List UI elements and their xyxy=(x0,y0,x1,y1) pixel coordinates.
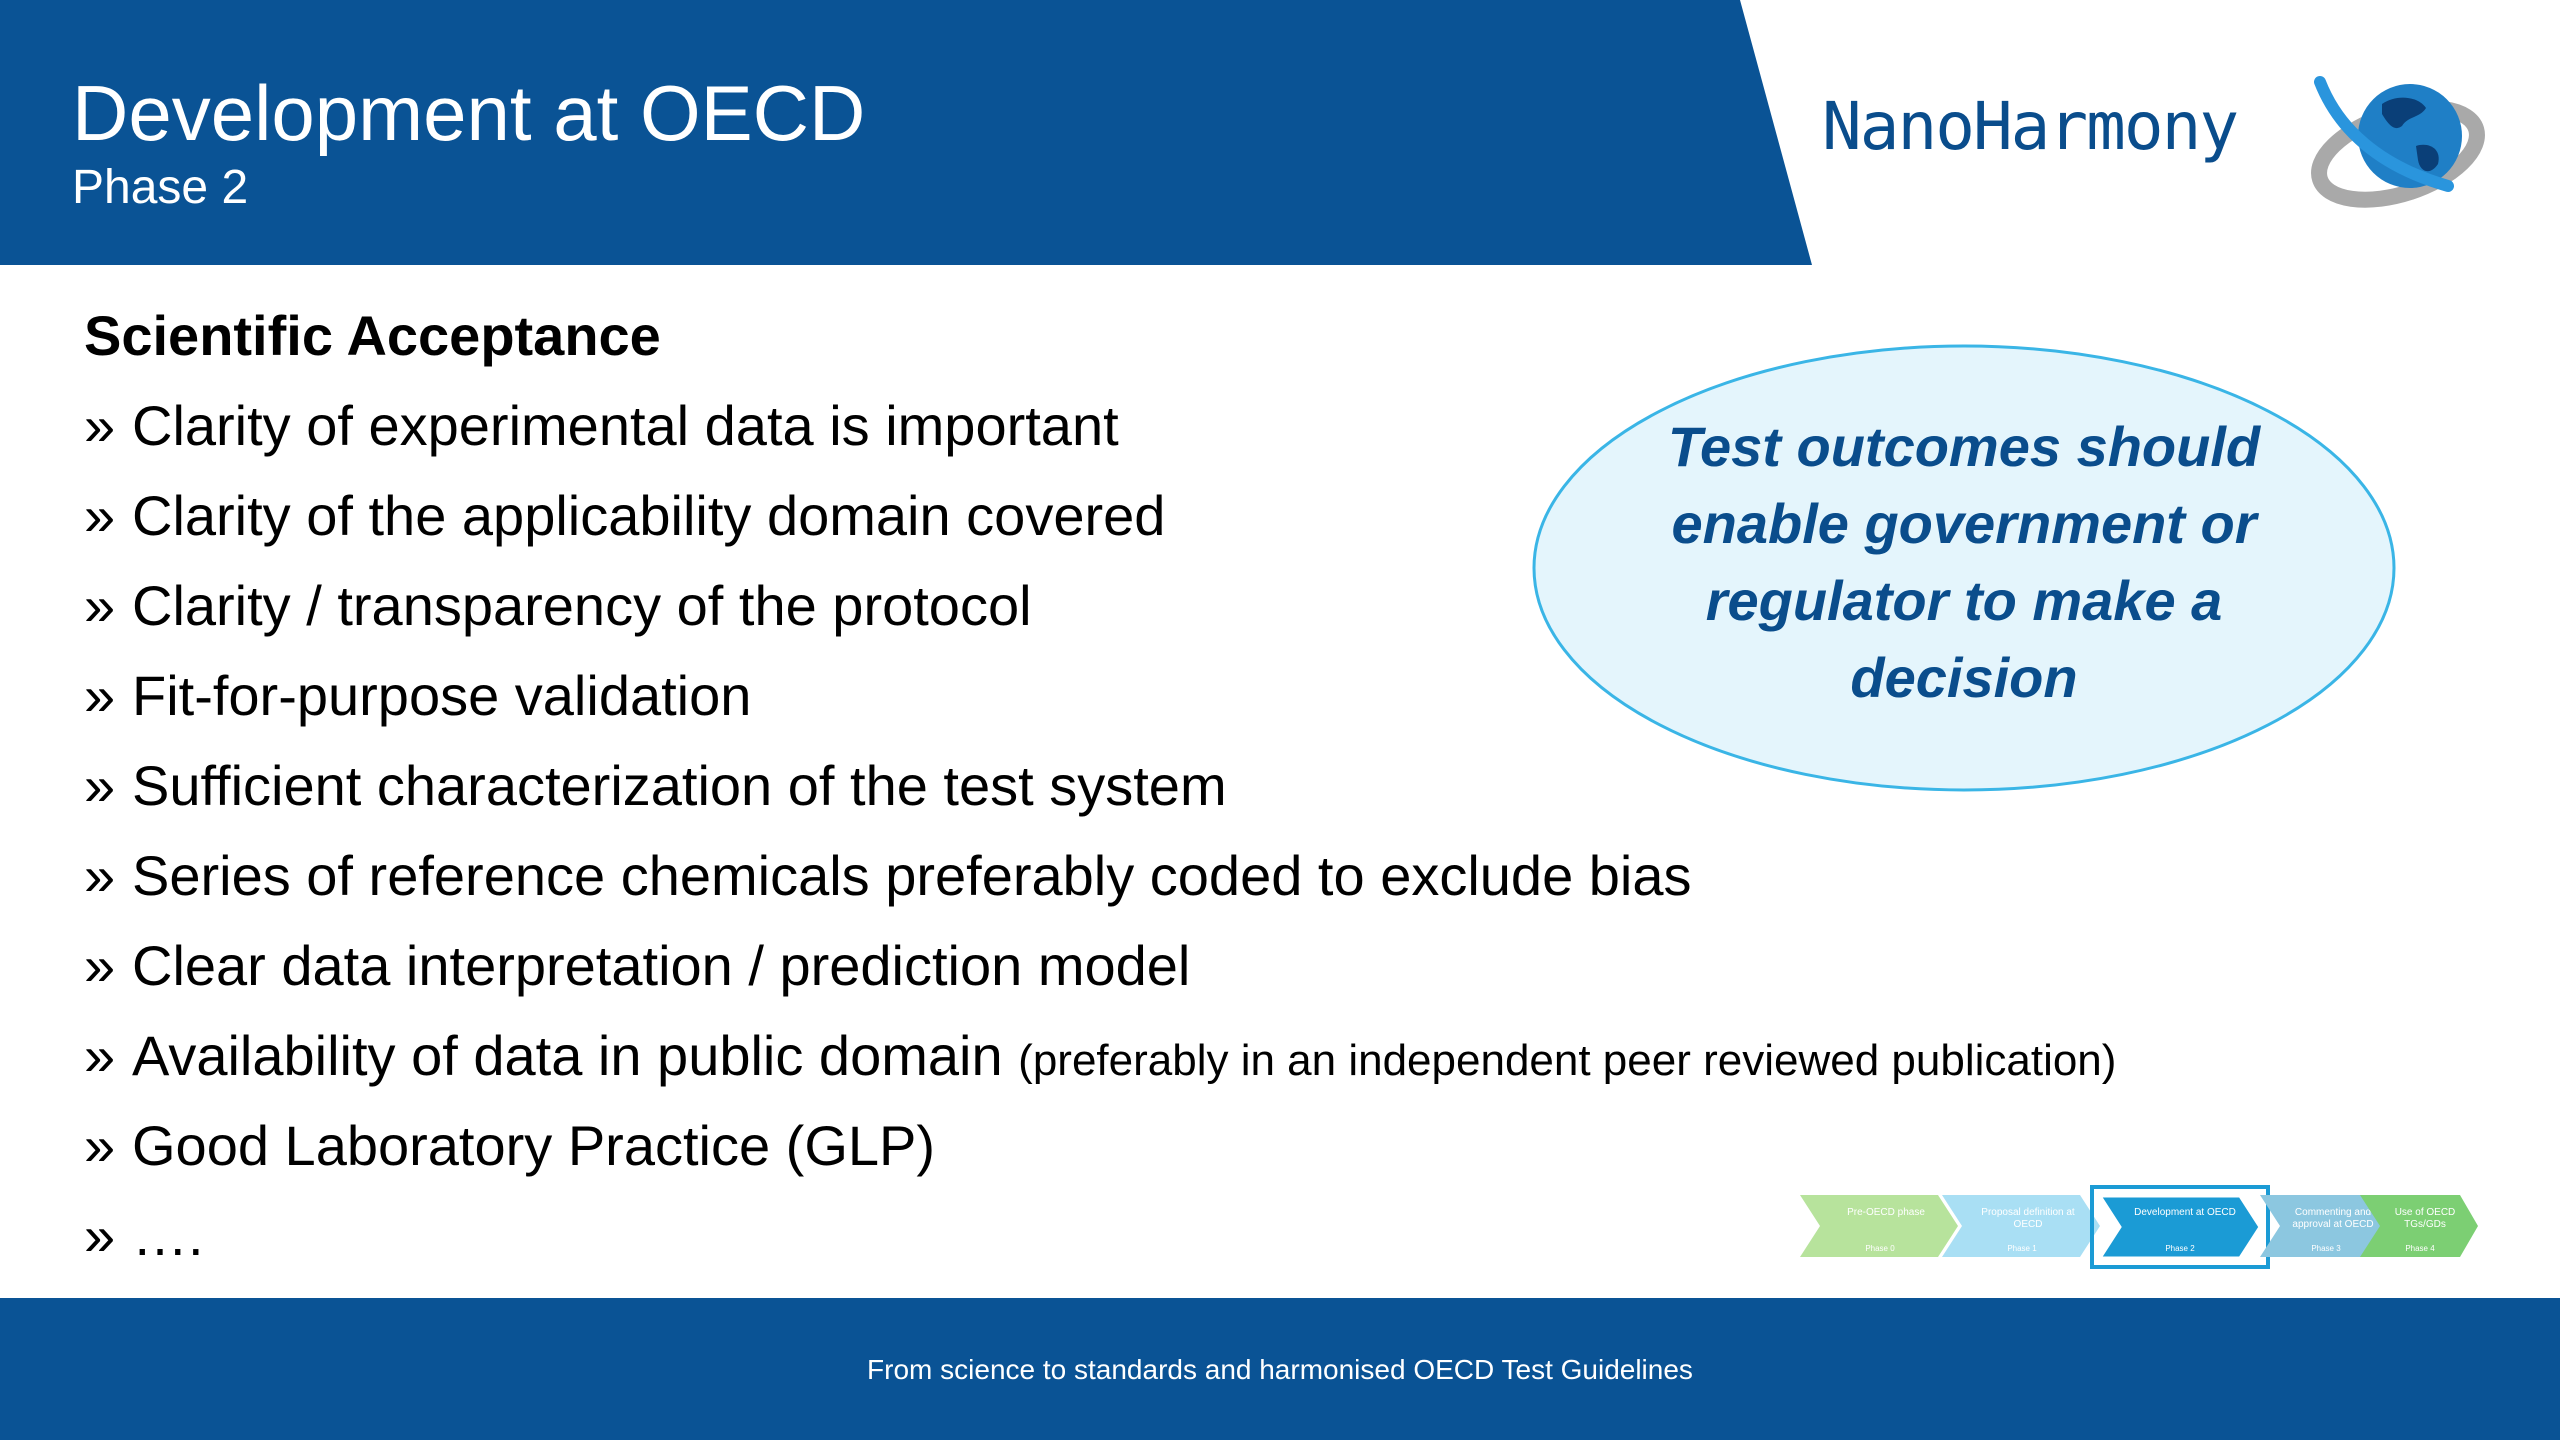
section-heading: Scientific Acceptance xyxy=(84,304,661,367)
process-step-label: Development at OECD xyxy=(2134,1207,2236,1218)
bullet-marker: » xyxy=(84,754,116,817)
bullet-marker: » xyxy=(84,574,116,637)
list-item-text: …. xyxy=(132,1204,204,1267)
bullet-marker: » xyxy=(84,1024,116,1087)
list-item xyxy=(84,930,2116,1020)
bullet-marker: » xyxy=(84,934,116,997)
bullet-marker: » xyxy=(84,394,116,457)
callout-line: decision xyxy=(1850,646,2078,709)
list-item-text: Sufficient characterization of the test system xyxy=(132,754,1227,817)
process-step-label: Pre-OECD phase xyxy=(1847,1207,1925,1218)
callout-bubble xyxy=(1532,344,2396,792)
list-item-text: Availability of data in public domain xyxy=(132,1024,1003,1087)
bullet-marker: » xyxy=(84,1204,116,1267)
page-title: Development at OECD xyxy=(72,69,866,157)
list-item-text: Fit-for-purpose validation xyxy=(132,664,752,727)
process-step xyxy=(1942,1195,2102,1257)
process-step-phase: Phase 3 xyxy=(2311,1244,2341,1253)
list-item xyxy=(84,1020,2116,1110)
process-step-label: Proposal definition at OECD xyxy=(1981,1207,2075,1230)
process-step-phase: Phase 2 xyxy=(2165,1244,2195,1253)
footer-text: From science to standards and harmonised OECD Test Guidelines xyxy=(867,1354,1693,1385)
process-step-active xyxy=(2090,1185,2270,1269)
callout-line: enable government or xyxy=(1671,492,2257,555)
process-step-phase: Phase 1 xyxy=(2007,1244,2037,1253)
process-step-label: Use of OECD TGs/GDs xyxy=(2394,1207,2456,1230)
list-item-text: Clarity of the applicability domain covered xyxy=(132,484,1166,547)
list-item-text: Clear data interpretation / prediction model xyxy=(132,934,1191,997)
list-item-note: (preferably in an independent peer reviewed publication) xyxy=(1018,1036,2117,1085)
callout-line: regulator to make a xyxy=(1705,569,2223,632)
process-step-phase: Phase 4 xyxy=(2405,1244,2435,1253)
callout-line: Test outcomes should xyxy=(1667,415,2261,478)
bullet-marker: » xyxy=(84,844,116,907)
list-item-text: Clarity / transparency of the protocol xyxy=(132,574,1032,637)
list-item xyxy=(84,840,2116,930)
callout-text xyxy=(1602,408,2326,716)
process-step-label: Commenting and approval at OECD xyxy=(2292,1207,2374,1230)
bullet-marker: » xyxy=(84,1114,116,1177)
bullet-marker: » xyxy=(84,484,116,547)
list-item-text: Clarity of experimental data is important xyxy=(132,394,1119,457)
globe-swoosh-icon xyxy=(2298,68,2498,208)
brand-name: NanoHarmony xyxy=(1822,88,2238,165)
process-step-phase: Phase 0 xyxy=(1865,1244,1895,1253)
bullet-marker: » xyxy=(84,664,116,727)
process-chevrons xyxy=(1800,1185,2480,1275)
footer-band xyxy=(0,1298,2560,1440)
list-item-text: Series of reference chemicals preferably coded to exclude bias xyxy=(132,844,1692,907)
list-item-text: Good Laboratory Practice (GLP) xyxy=(132,1114,936,1177)
page-subtitle: Phase 2 xyxy=(72,161,249,214)
process-step xyxy=(2360,1195,2480,1257)
process-step xyxy=(1800,1195,1960,1257)
